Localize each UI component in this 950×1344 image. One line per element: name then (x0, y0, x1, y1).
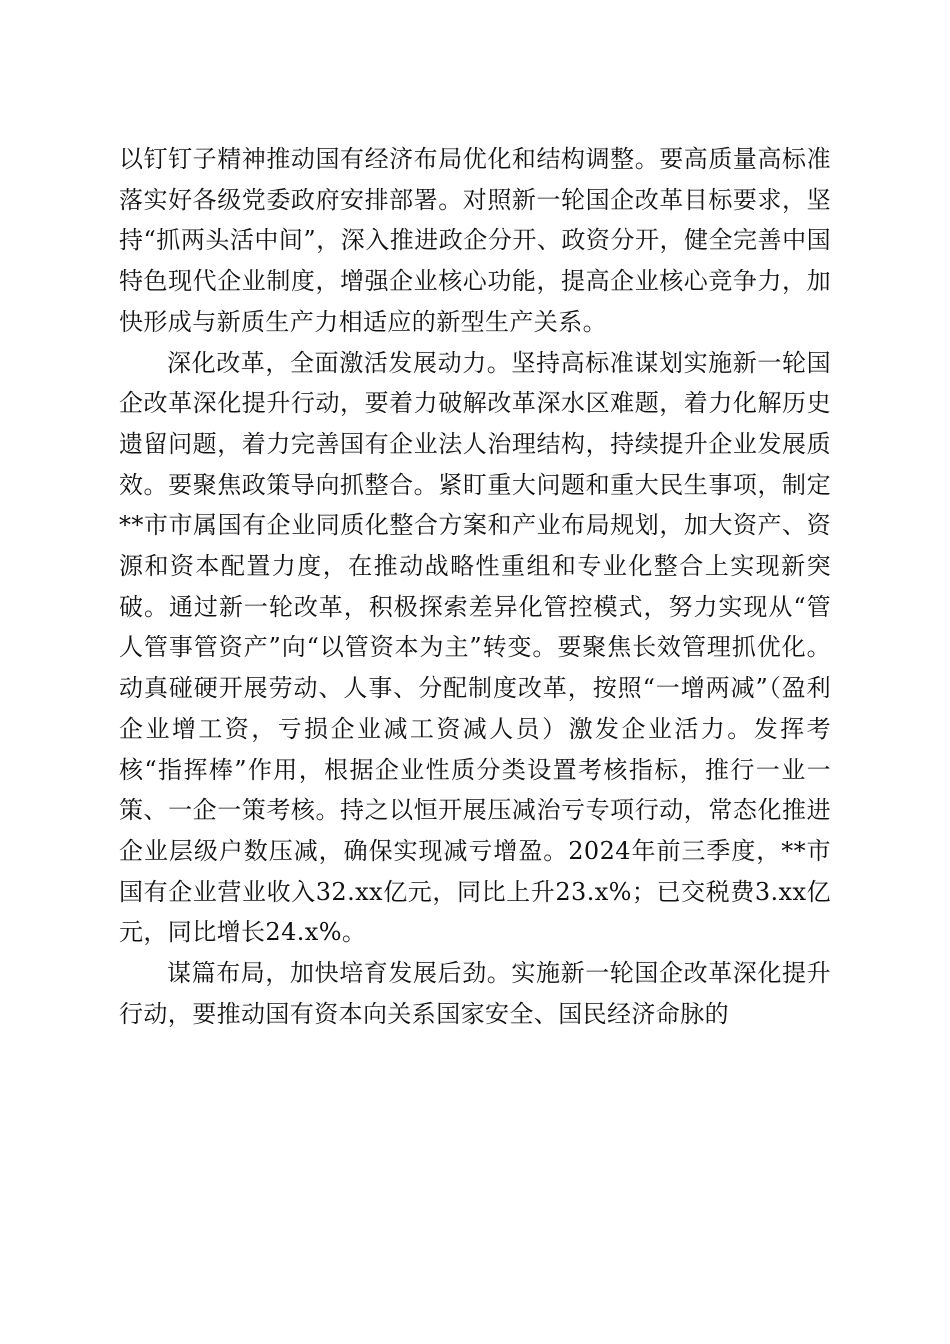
document-body (119, 139, 831, 1034)
paragraph-planning-layout: 谋篇布局，加快培育发展后劲。实施新一轮国企改革深化提升行动，要推动国有资本向关系国家安全、国民经济命脉的 (119, 959, 831, 1028)
paragraph-continuation: 以钉钉子精神推动国有经济布局优化和结构调整。要高质量高标准落实好各级党委政府安排部署。对照新一轮国企改革目标要求，坚持“抓两头活中间”，深入推进政企分开、政资分开，健全完善中国特色现代企业制度，增强企业核心功能，提高企业核心竞争力，加快形成与新质生产力相适应的新型生产关系。 (119, 145, 831, 336)
paragraph-deepen-reform: 深化改革，全面激活发展动力。坚持高标准谋划实施新一轮国企改革深化提升行动，要着力破解改革深水区难题，着力化解历史遗留问题，着力完善国有企业法人治理结构，持续提升企业发展质效。要聚焦政策导向抓整合。紧盯重大问题和重大民生事项，制定**市市属国有企业同质化整合方案和产业布局规划，加大资产、资源和资本配置力度，在推动战略性重组和专业化整合上实现新突破。通过新一轮改革，积极探索差异化管控模式，努力实现从“管人管事管资产”向“以管资本为主”转变。要聚焦长效管理抓优化。动真碰硬开展劳动、人事、分配制度改革，按照“一增两减”（盈利企业增工资，亏损企业减工资减人员）激发企业活力。发挥考核“指挥棒”作用，根据企业性质分类设置考核指标，推行一业一策、一企一策考核。持之以恒开展压减治亏专项行动，常态化推进企业层级户数压减，确保实现减亏增盈。2024年前三季度，**市国有企业营业收入32.xx亿元，同比上升23.x%；已交税费3.xx亿元，同比增长24.x%。 (119, 348, 831, 947)
